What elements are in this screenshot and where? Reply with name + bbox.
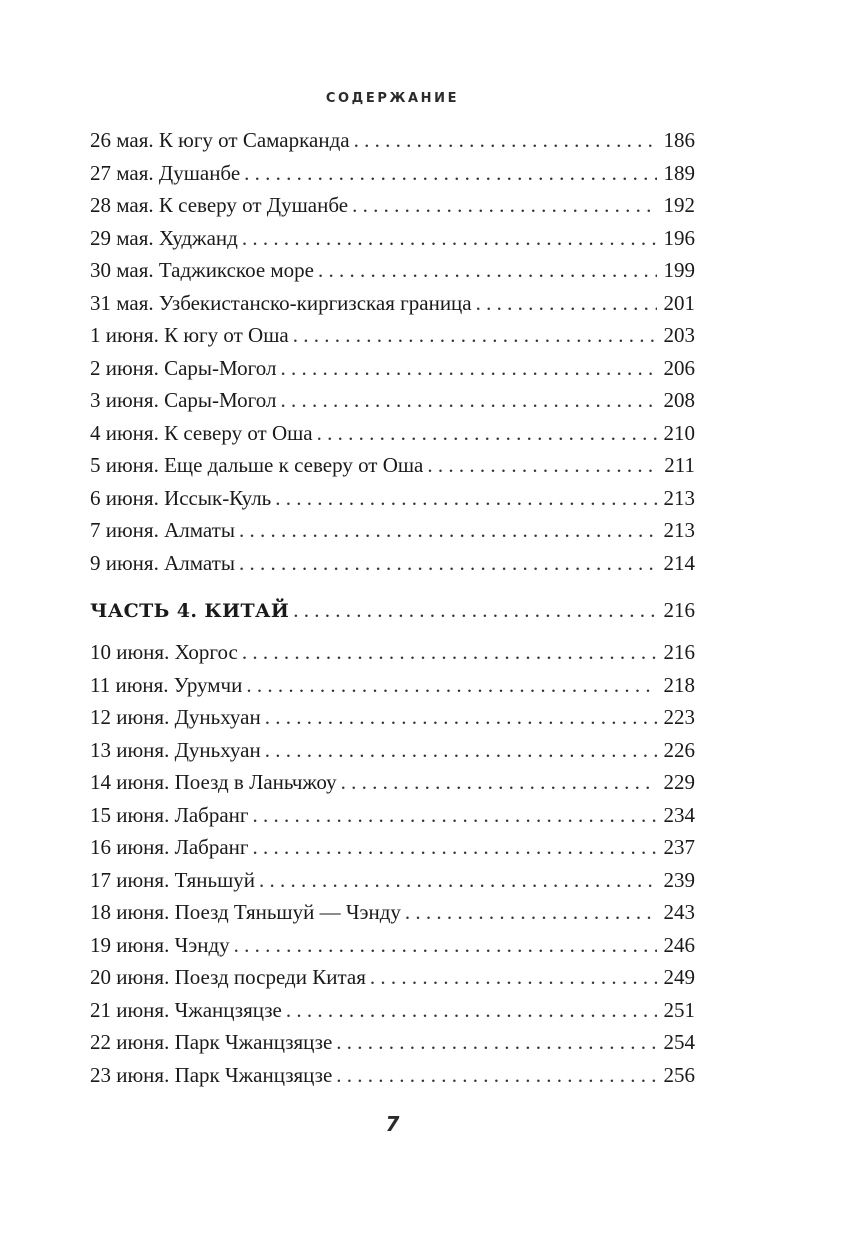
toc-entry-title: 23 июня. Парк Чжанцзяцзе [90,1062,333,1087]
toc-entry [90,705,695,738]
dot-leader [336,1063,657,1088]
toc-entry-page: 223 [663,705,695,729]
toc-entry-title: 29 мая. Худжанд [90,225,238,250]
toc-entry [90,356,695,389]
dot-leader [280,388,657,413]
toc-entry [90,965,695,998]
toc-entry-page: 234 [663,802,695,827]
table-of-contents [90,128,695,1095]
part-title: ЧАСТЬ 4. КИТАЙ [90,600,290,622]
toc-entry [90,738,695,771]
toc-entry [90,486,695,519]
dot-leader [280,356,657,381]
dot-leader [476,291,657,316]
dot-leader [246,673,657,698]
toc-entry-title: 11 июня. Урумчи [90,672,243,697]
toc-entry-page: 186 [663,128,695,152]
toc-entry-page: 229 [663,770,695,794]
toc-entry-page: 218 [663,672,695,697]
dot-leader [318,258,657,283]
toc-entry-title: 31 мая. Узбекистанско-киргизская граница [90,290,472,315]
toc-entry-page: 246 [663,932,695,957]
dot-leader [405,900,657,925]
toc-entry-page: 192 [663,193,695,217]
toc-entry [90,421,695,454]
toc-entry-title: 9 июня. Алматы [90,550,235,575]
toc-entry-title: 12 июня. Дуньхуан [90,705,261,729]
dot-leader [286,998,657,1023]
dot-leader [242,226,657,251]
toc-entry-title: 6 июня. Иссык-Куль [90,485,272,510]
toc-entry-page: 251 [663,997,695,1022]
dot-leader [234,933,657,958]
toc-entry-page: 196 [663,225,695,250]
toc-entry-title: 17 июня. Тяньшуй [90,867,255,892]
toc-entry [90,770,695,803]
toc-entry-title: 3 июня. Сары-Могол [90,388,277,412]
dot-leader [293,323,657,348]
toc-entry-title: 10 июня. Хоргос [90,640,238,664]
dot-leader [336,1030,657,1055]
toc-entry [90,551,695,584]
toc-entry [90,1063,695,1096]
dot-leader [244,161,657,186]
toc-entry [90,1030,695,1063]
toc-entry-title: 1 июня. К югу от Оша [90,323,289,347]
part-page: 216 [663,598,695,622]
toc-entry-page: 213 [663,485,695,510]
page-number: 7 [385,1112,400,1136]
toc-entry-title: 15 июня. Лабранг [90,802,249,827]
toc-entry-page: 208 [663,388,695,412]
toc-entry-title: 16 июня. Лабранг [90,835,249,859]
toc-entry-page: 203 [663,323,695,347]
toc-entry [90,453,695,486]
toc-entry [90,835,695,868]
toc-entry [90,323,695,356]
dot-leader [253,835,658,860]
toc-entry-page: 210 [663,420,695,445]
toc-entry-page: 237 [663,835,695,859]
toc-entry-title: 5 июня. Еще дальше к северу от Оша [90,453,424,477]
dot-leader [352,193,657,218]
toc-entry [90,161,695,194]
toc-entry [90,998,695,1031]
dot-leader [370,965,657,990]
toc-entry-title: 28 мая. К северу от Душанбе [90,193,349,217]
toc-entry-title: 19 июня. Чэнду [90,932,230,957]
toc-part-heading [90,598,695,638]
running-head: СОДЕРЖАНИЕ [325,91,460,106]
toc-entry-title: 7 июня. Алматы [90,518,235,542]
dot-leader [341,770,657,795]
book-page [90,0,695,1240]
toc-entry-title: 18 июня. Поезд Тяньшуй — Чэнду [90,900,401,924]
toc-entry-title: 20 июня. Поезд посреди Китая [90,965,366,989]
toc-entry-page: 189 [663,160,695,185]
toc-entry-page: 211 [664,453,695,477]
toc-entry [90,868,695,901]
dot-leader [253,803,658,828]
toc-entry-title: 14 июня. Поезд в Ланьчжоу [90,770,337,794]
toc-entry [90,640,695,673]
toc-entry-title: 4 июня. К северу от Оша [90,420,313,445]
toc-entry-page: 213 [663,518,695,542]
toc-entry-page: 239 [663,867,695,892]
dot-leader [354,128,657,153]
toc-entry-title: 30 мая. Таджикское море [90,258,315,282]
dot-leader [265,705,657,730]
dot-leader [265,738,657,763]
toc-entry-page: 206 [663,355,695,380]
dot-leader [242,640,657,665]
toc-entry-title: 26 мая. К югу от Самарканда [90,128,350,152]
toc-entry [90,291,695,324]
dot-leader [259,868,657,893]
toc-entry [90,933,695,966]
toc-entry [90,518,695,551]
toc-entry-page: 226 [663,737,695,762]
toc-entry-page: 214 [663,550,695,575]
toc-entry [90,673,695,706]
toc-entry-page: 249 [663,965,695,989]
dot-leader [317,421,657,446]
dot-leader [239,551,657,576]
toc-entry-page: 254 [663,1030,695,1054]
toc-entry [90,900,695,933]
toc-entry [90,803,695,836]
dot-leader [427,453,657,478]
toc-entry-page: 201 [663,290,695,315]
toc-entry-page: 216 [663,640,695,664]
dot-leader [275,486,657,511]
toc-entry [90,128,695,161]
dot-leader [239,518,657,543]
toc-entry [90,226,695,259]
toc-entry-page: 243 [663,900,695,924]
toc-entry-title: 22 июня. Парк Чжанцзяцзе [90,1030,333,1054]
toc-entry-title: 21 июня. Чжанцзяцзе [90,997,282,1022]
dot-leader [293,598,657,623]
toc-entry-title: 13 июня. Дуньхуан [90,737,261,762]
toc-entry-page: 199 [663,258,695,282]
toc-entry [90,193,695,226]
toc-entry-title: 2 июня. Сары-Могол [90,355,277,380]
toc-entry-page: 256 [663,1062,695,1087]
toc-entry-title: 27 мая. Душанбе [90,160,241,185]
toc-entry [90,388,695,421]
toc-entry [90,258,695,291]
